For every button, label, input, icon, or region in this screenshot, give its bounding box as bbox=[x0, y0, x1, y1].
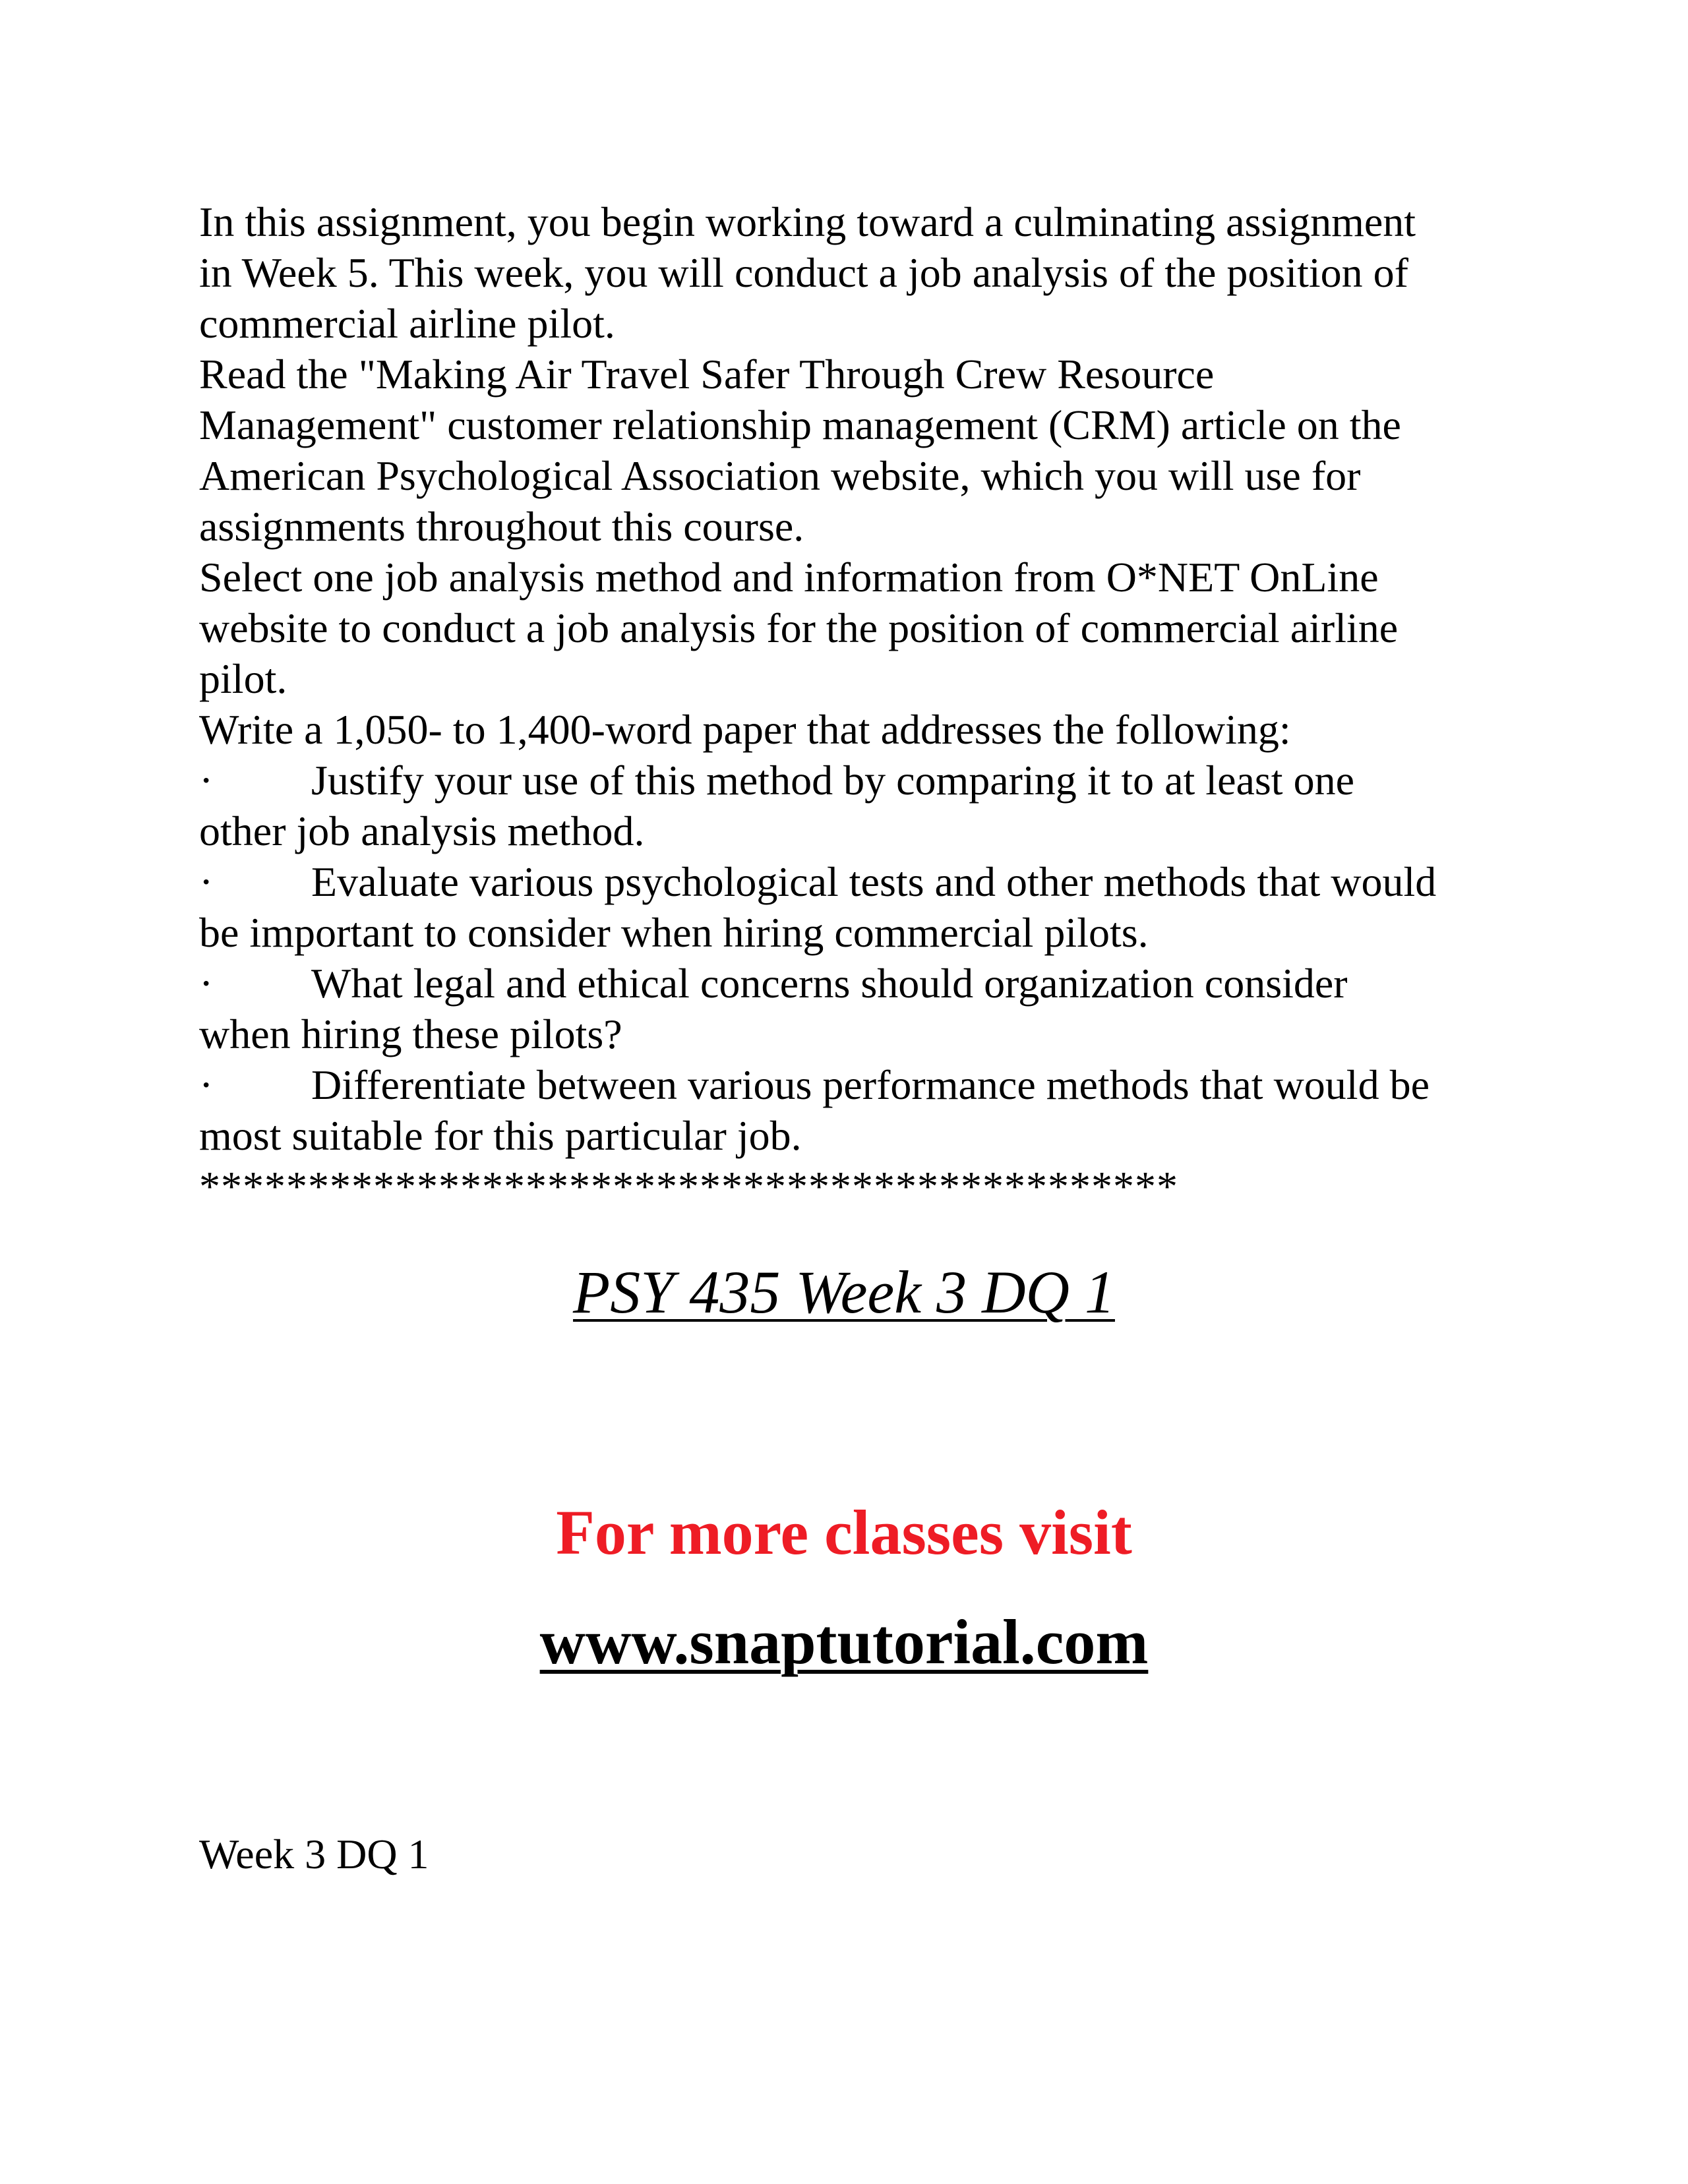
bullet-item bbox=[199, 958, 1518, 1009]
bullet-dot: · bbox=[199, 960, 214, 1007]
paragraph-line: website to conduct a job analysis for the position of commercial airline bbox=[199, 605, 1399, 651]
bullet-continuation: when hiring these pilots? bbox=[199, 1011, 622, 1057]
bullet-item bbox=[199, 856, 1518, 907]
paragraph-line: Read the "Making Air Travel Safer Through Crew Resource bbox=[199, 351, 1215, 398]
paragraph-line: commercial airline pilot. bbox=[199, 300, 615, 347]
bullet-dot: · bbox=[199, 858, 214, 905]
paragraph-line: assignments throughout this course. bbox=[199, 503, 804, 550]
paragraph-line: Management" customer relationship management (CRM) article on the bbox=[199, 401, 1401, 448]
bullet-continuation: be important to consider when hiring commercial pilots. bbox=[199, 909, 1149, 956]
paragraph-line: American Psychological Association website, which you will use for bbox=[199, 452, 1361, 499]
website-link[interactable]: www.snaptutorial.com bbox=[539, 1607, 1149, 1677]
bullet-continuation: most suitable for this particular job. bbox=[199, 1112, 802, 1159]
paragraph-line: pilot. bbox=[199, 655, 287, 702]
section-label: Week 3 DQ 1 bbox=[199, 1831, 429, 1877]
bullet-text: What legal and ethical concerns should organization consider bbox=[311, 960, 1348, 1007]
separator-line: ********************************************* bbox=[199, 1163, 1178, 1210]
promo-text: For more classes visit bbox=[556, 1497, 1132, 1568]
paragraph-line: Write a 1,050- to 1,400-word paper that addresses the following: bbox=[199, 706, 1291, 753]
assignment-text bbox=[199, 196, 1518, 1212]
bullet-text: Justify your use of this method by comparing it to at least one bbox=[311, 757, 1354, 804]
document-heading-link[interactable]: PSY 435 Week 3 DQ 1 bbox=[573, 1258, 1115, 1326]
bullet-item bbox=[199, 755, 1518, 806]
paragraph-line: In this assignment, you begin working toward a culminating assignment bbox=[199, 198, 1416, 245]
paragraph-line: in Week 5. This week, you will conduct a job analysis of the position of bbox=[199, 249, 1408, 296]
bullet-text: Differentiate between various performance methods that would be bbox=[311, 1061, 1430, 1108]
bullet-dot: · bbox=[199, 757, 214, 804]
bullet-continuation: other job analysis method. bbox=[199, 808, 645, 854]
bullet-text: Evaluate various psychological tests and other methods that would bbox=[311, 858, 1437, 905]
bullet-dot: · bbox=[199, 1061, 214, 1108]
paragraph-line: Select one job analysis method and information from O*NET OnLine bbox=[199, 554, 1379, 601]
bullet-item bbox=[199, 1059, 1518, 1110]
